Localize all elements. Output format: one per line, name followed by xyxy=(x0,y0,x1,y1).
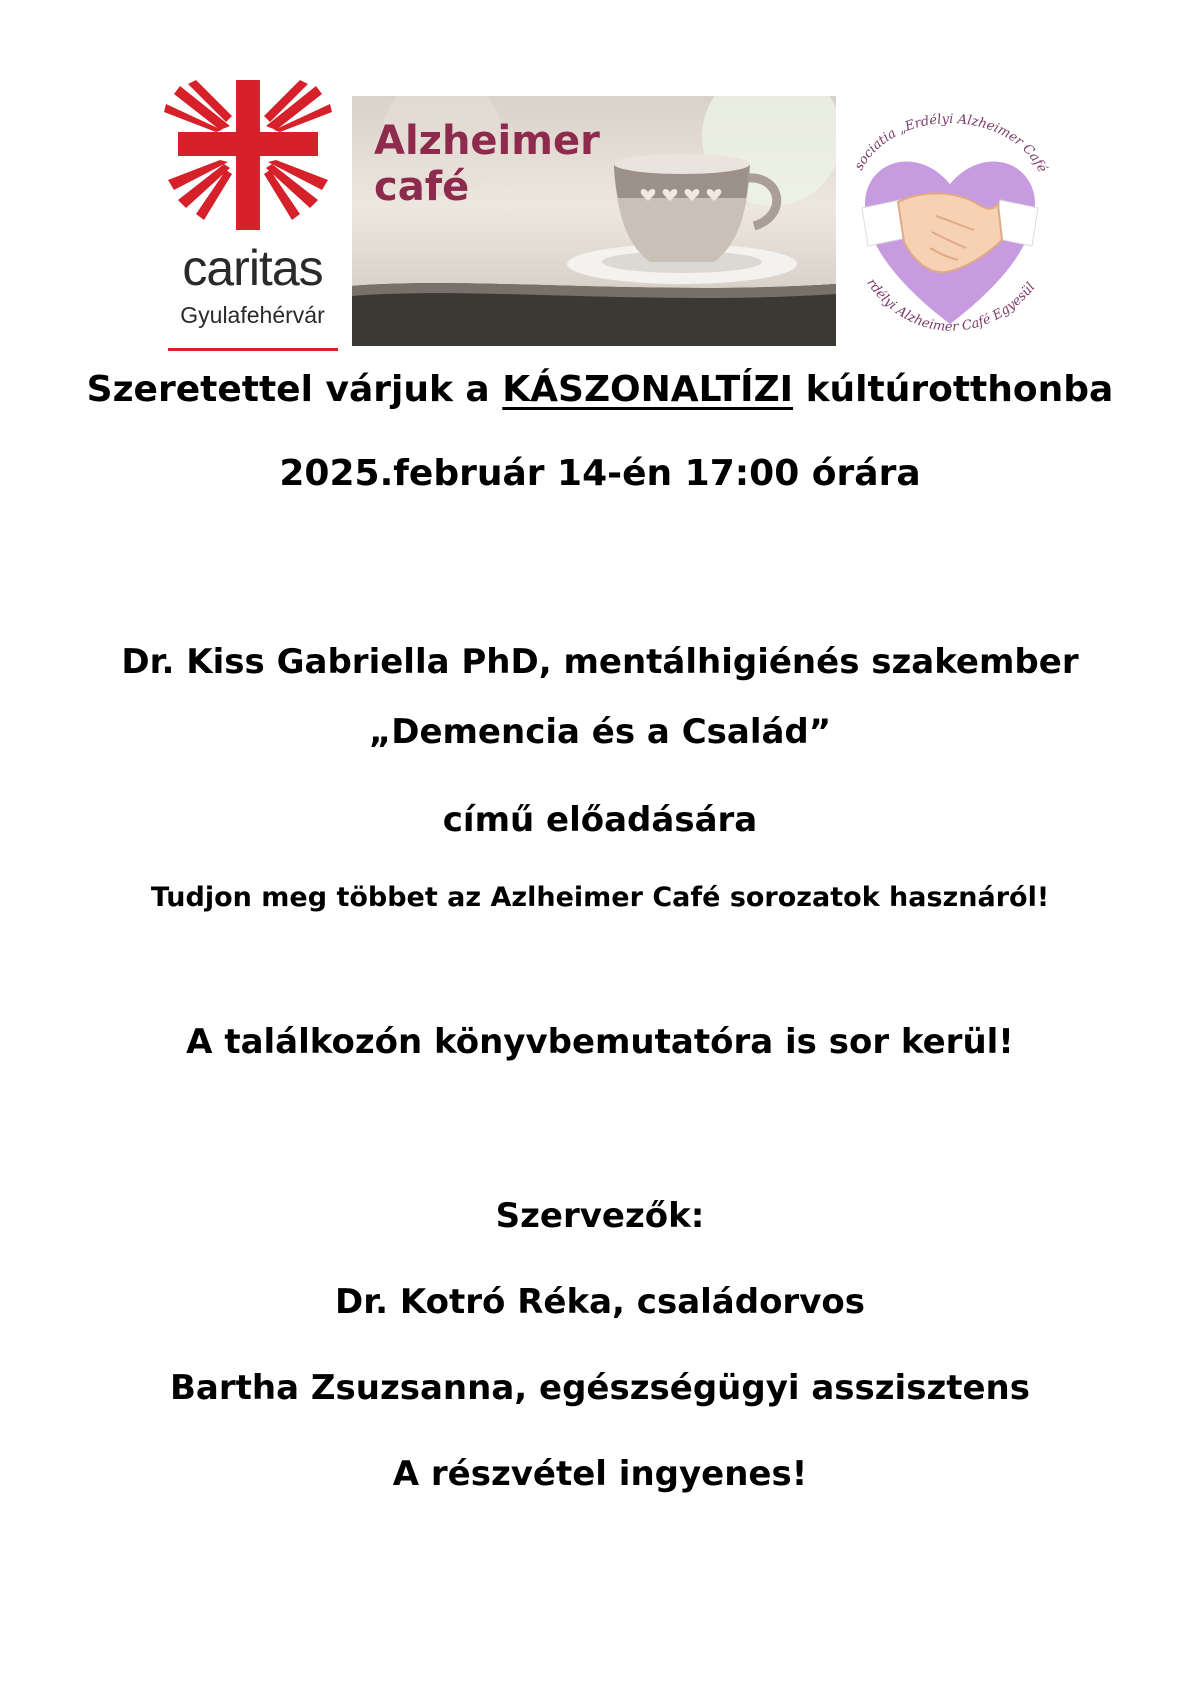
banner-title-line2: café xyxy=(374,164,470,210)
free-participation-note: A részvétel ingyenes! xyxy=(392,1454,808,1494)
caritas-underline xyxy=(168,348,338,351)
invite-line xyxy=(0,368,1200,412)
heart-arc-bottom: rdélyi Alzheimer Café Egyesül xyxy=(863,275,1039,335)
book-presentation-note: A találkozón könyvbemutatóra is sor kerül! xyxy=(186,1022,1014,1062)
svg-text:Asociatia „Erdélyi Alzheimer C xyxy=(840,96,1050,175)
organizer-2: Bartha Zsuzsanna, egészségügyi asszisztens xyxy=(170,1368,1030,1408)
logo-header xyxy=(0,0,1200,360)
banner-title xyxy=(374,118,600,210)
caritas-name: caritas xyxy=(182,240,323,296)
heart-handshake-icon xyxy=(840,96,1060,358)
caritas-logo xyxy=(160,80,345,355)
organizers-heading: Szervezők: xyxy=(495,1196,705,1236)
caritas-city: Gyulafehérvár xyxy=(180,302,325,328)
lecture-title: „Demencia és a Család” xyxy=(368,712,832,752)
banner-title-line1: Alzheimer xyxy=(374,118,600,164)
heart-arc-top: sociatia „Erdélyi Alzheimer Café xyxy=(851,111,1050,176)
organizer-1: Dr. Kotró Réka, családorvos xyxy=(335,1282,865,1322)
alzheimer-cafe-banner xyxy=(352,96,836,346)
lecture-title-suffix: című előadására xyxy=(442,800,758,840)
invite-suffix: kúltúrotthonba xyxy=(793,369,1114,410)
series-note: Tudjon meg többet az Azlheimer Café sorozatok hasznáról! xyxy=(150,882,1050,913)
invite-prefix: Szeretettel várjuk a xyxy=(86,369,503,410)
caritas-cross-icon xyxy=(160,80,345,240)
erdelyi-alzheimer-cafe-logo xyxy=(840,96,1060,358)
venue-name: KÁSZONALTÍZI xyxy=(502,369,794,410)
event-datetime: 2025.február 14-én 17:00 órára xyxy=(279,453,921,494)
speaker-line: Dr. Kiss Gabriella PhD, mentálhigiénés szakember xyxy=(121,642,1079,682)
